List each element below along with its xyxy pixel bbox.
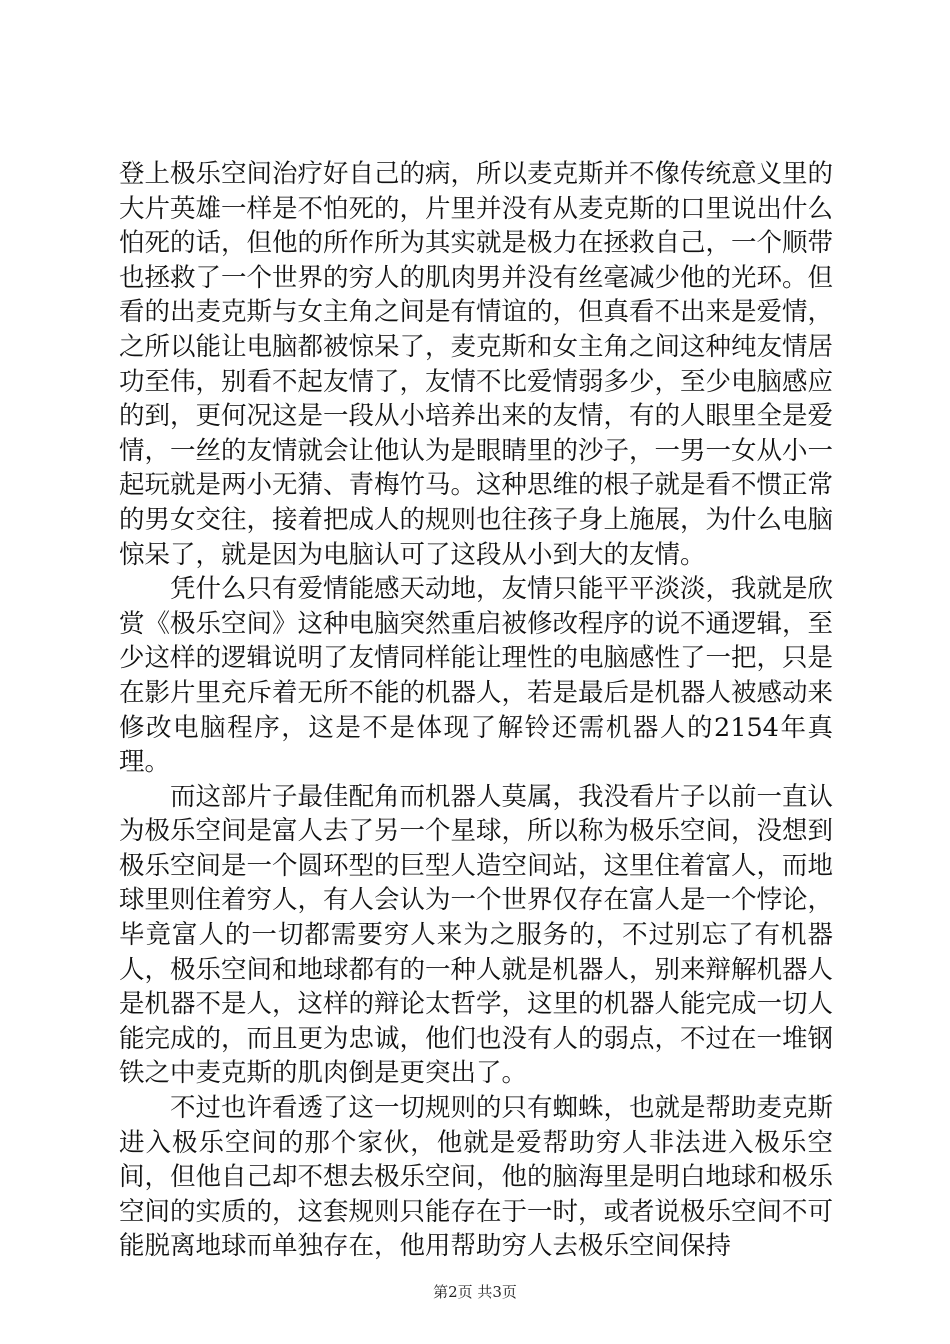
- document-body: [119, 157, 833, 1264]
- page-footer: 第2页 共3页: [433, 1283, 517, 1301]
- paragraph-1: 登上极乐空间治疗好自己的病，所以麦克斯并不像传统意义里的大片英雄一样是不怕死的，片里并没有从麦克斯的口里说出什么怕死的话，但他的所作所为其实就是极力在拯救自己，一个顺带也拯救了一个世界的穷人的肌肉男并没有丝毫减少他的光环。但看的出麦克斯与女主角之间是有情谊的，但真看不出来是爱情，之所以能让电脑都被惊呆了，麦克斯和女主角之间这种纯友情居功至伟，别看不起友情了，友情不比爱情弱多少，至少电脑感应的到，更何况这是一段从小培养出来的友情，有的人眼里全是爱情，一丝的友情就会让他认为是眼睛里的沙子，一男一女从小一起玩就是两小无猜、青梅竹马。这种思维的根子就是看不惯正常的男女交往，接着把成人的规则也往孩子身上施展，为什么电脑惊呆了，就是因为电脑认可了这段从小到大的友情。: [119, 159, 834, 570]
- paragraph-2: 凭什么只有爱情能感天动地，友情只能平平淡淡，我就是欣赏《极乐空间》这种电脑突然重启被修改程序的说不通逻辑，至少这样的逻辑说明了友情同样能让理性的电脑感性了一把，只是在影片里充斥着无所不能的机器人，若是最后是机器人被感动来修改电脑程序，这是不是体现了解铃还需机器人的2154年真理。: [119, 574, 834, 778]
- paragraph-4: 不过也许看透了这一切规则的只有蜘蛛，也就是帮助麦克斯进入极乐空间的那个家伙，他就是爱帮助穷人非法进入极乐空间，但他自己却不想去极乐空间，他的脑海里是明白地球和极乐空间的实质的，这套规则只能存在于一时，或者说极乐空间不可能脱离地球而单独存在，他用帮助穷人去极乐空间保持: [119, 1093, 834, 1262]
- paragraph-3: 而这部片子最佳配角而机器人莫属，我没看片子以前一直认为极乐空间是富人去了另一个星球，所以称为极乐空间，没想到极乐空间是一个圆环型的巨型人造空间站，这里住着富人，而地球里则住着穷人，有人会认为一个世界仅存在富人是一个悖论，毕竟富人的一切都需要穷人来为之服务的，不过别忘了有机器人，极乐空间和地球都有的一种人就是机器人，别来辩解机器人是机器不是人，这样的辩论太哲学，这里的机器人能完成一切人能完成的，而且更为忠诚，他们也没有人的弱点，不过在一堆钢铁之中麦克斯的肌肉倒是更突出了。: [119, 781, 834, 1089]
